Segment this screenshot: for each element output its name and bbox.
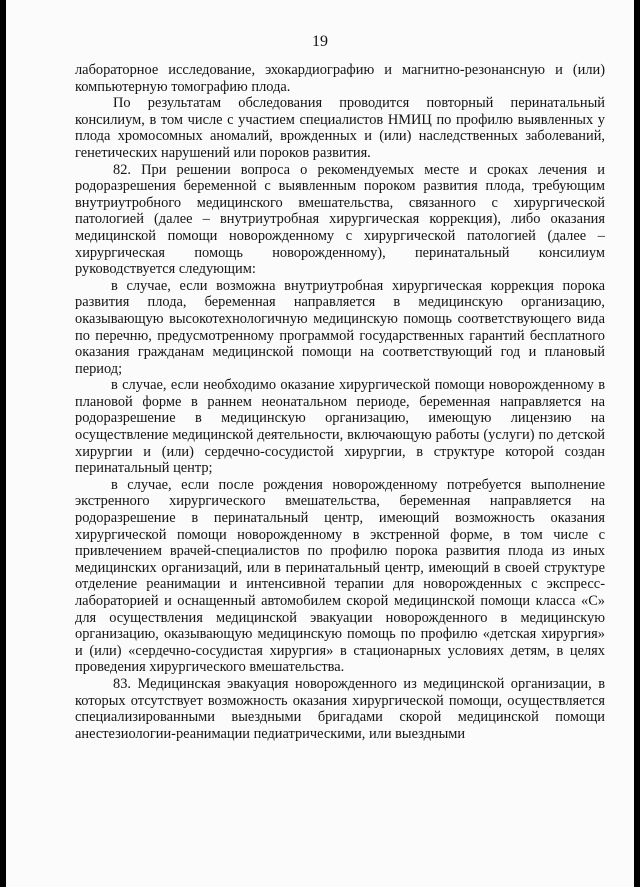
paragraph-case-emergency: в случае, если после рождения новорожденному потребуется выполнение экстренного хирургического вмешательства, беременная направляется на родоразрешение в перинатальный центр, имеющий возможность оказания хирургической помощи новорожденному в экстренной форме, в том числе с привлечением врачей-специалистов по профилю порока развития плода из иных медицинских организаций, или в перинатальный центр, имеющий в своей структуре отделение реанимации и интенсивной терапии для новорожденных с экспресс-лабораторией и оснащенный автомобилем скорой медицинской помощи класса «С» для осуществления медицинской эвакуации новорожденного в медицинскую организацию, оказывающую медицинскую помощь по профилю «детская хирургия» и (или) «сердечно-сосудистая хирургия» в стационарных условиях детям, в целях проведения хирургического вмешательства. [75, 476, 605, 676]
paragraph-consilium: По результатам обследования проводится повторный перинатальный консилиум, в том числе с участием специалистов НМИЦ по профилю выявленных у плода хромосомных аномалий, врожденных и (или) наследственных заболеваний, генетических нарушений или пороков развития. [75, 95, 605, 161]
paragraph-case-intrauterine: в случае, если возможна внутриутробная хирургическая коррекция порока развития плода, беременная направляется в медицинскую организацию, оказывающую высокотехнологичную медицинскую помощь соответствующего вида по перечню, предусмотренному программой государственных гарантий бесплатного оказания гражданам медицинской помощи на соответствующий год и плановый период; [75, 277, 605, 377]
paragraph-continuation: лабораторное исследование, эхокардиографию и магнитно-резонансную и (или) компьютерную томографию плода. [75, 62, 605, 95]
paragraph-83: 83. Медицинская эвакуация новорожденного из медицинской организации, в которых отсутствует возможность оказания хирургической помощи, осуществляется специализированными выездными бригадами скорой медицинской помощи анестезиологии-реанимации педиатрическими, или выездными [75, 675, 605, 742]
paragraph-82: 82. При решении вопроса о рекомендуемых месте и сроках лечения и родоразрешения беременной с выявленным пороком развития плода, требующим внутриутробного медицинского вмешательства, связанного с хирургической патологией (далее – внутриутробная хирургическая коррекция), либо оказания медицинской помощи новорожденному с хирургической патологией (далее – хирургическая помощь новорожденному), перинатальный консилиум руководствуется следующим: [75, 161, 605, 278]
paragraph-case-planned: в случае, если необходимо оказание хирургической помощи новорожденному в плановой форме в раннем неонатальном периоде, беременная направляется на родоразрешение в медицинскую организацию, имеющую лицензию на осуществление медицинской деятельности, включающую работы (услуги) по детской хирургии и (или) сердечно-сосудистой хирургии, в структуре которой создан перинатальный центр; [75, 377, 605, 477]
page-number: 19 [312, 33, 328, 50]
document-page [6, 0, 634, 887]
body-text [75, 62, 605, 742]
